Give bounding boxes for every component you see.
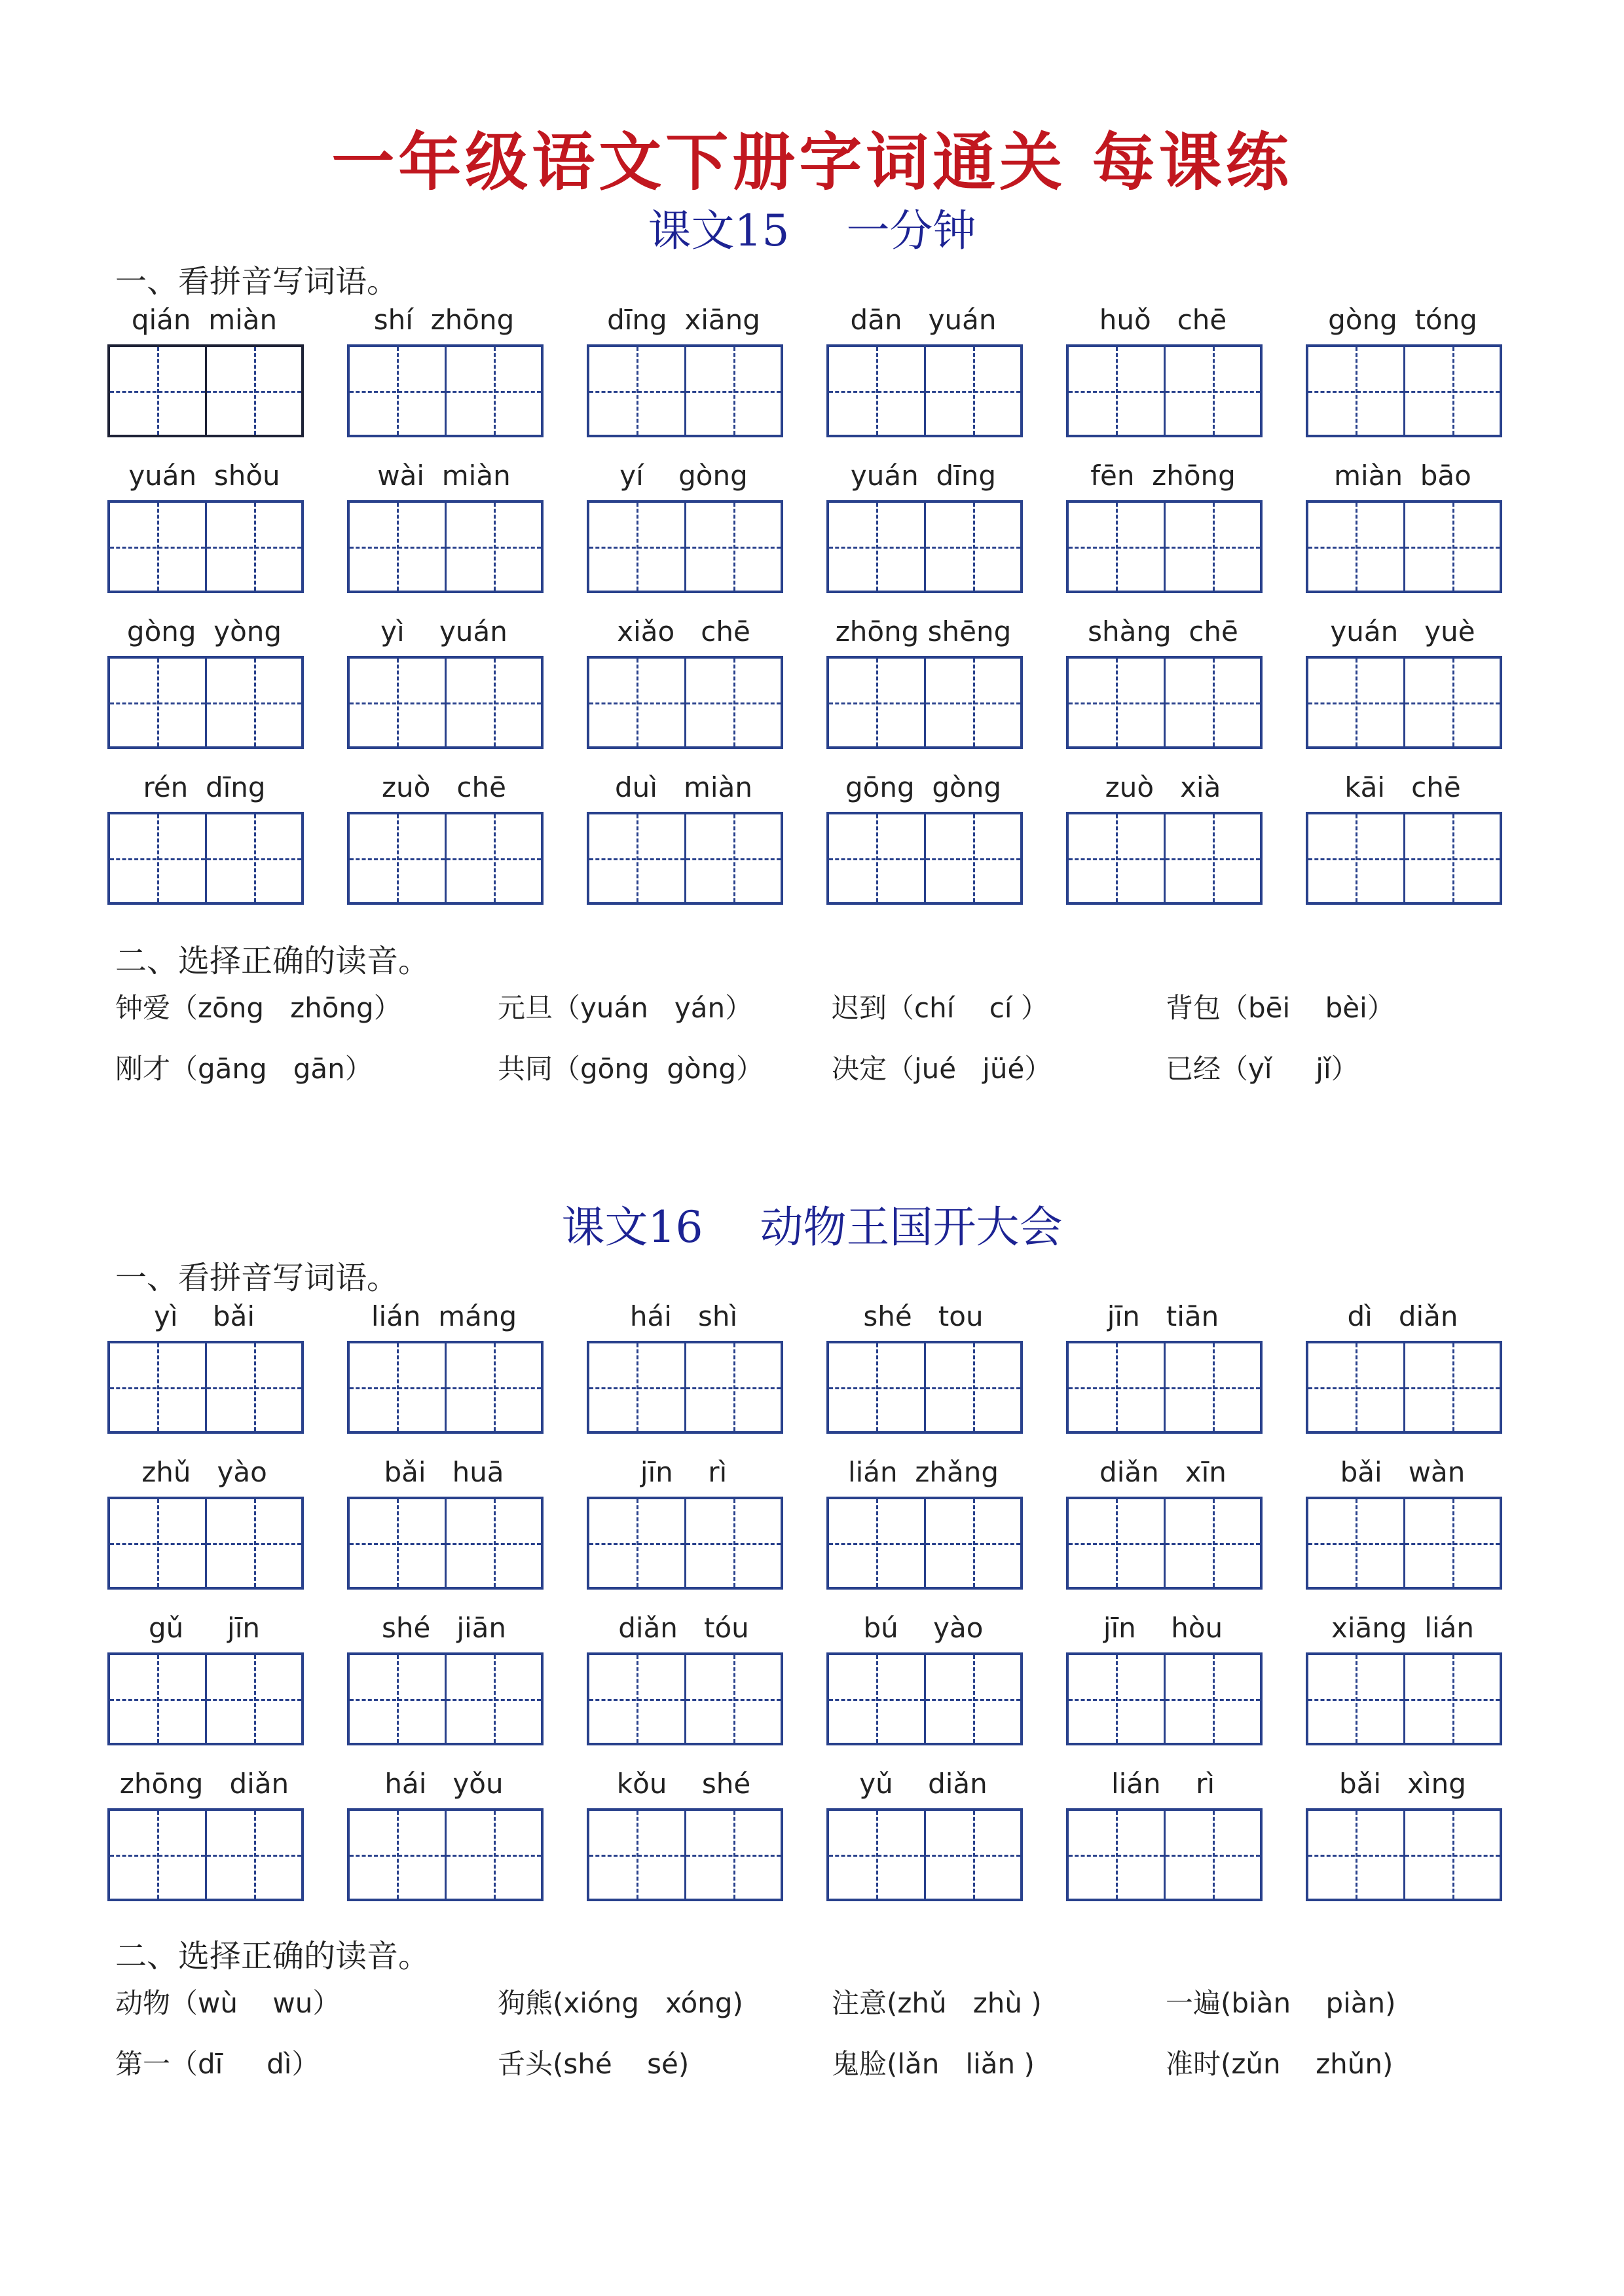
word-item — [587, 611, 781, 742]
character-box[interactable] — [1308, 1343, 1403, 1431]
character-box[interactable] — [1403, 347, 1500, 435]
word-item — [826, 300, 1020, 431]
word-item — [826, 767, 1020, 898]
character-box[interactable] — [1308, 347, 1403, 435]
character-box[interactable] — [110, 659, 205, 746]
character-box[interactable] — [445, 1811, 542, 1899]
tianzige-writing-boxes — [1306, 500, 1502, 593]
word-item — [1306, 767, 1500, 898]
character-box[interactable] — [684, 503, 781, 591]
tianzige-writing-boxes — [347, 1808, 544, 1901]
tianzige-writing-boxes — [347, 344, 544, 437]
tianzige-writing-boxes — [587, 344, 783, 437]
character-box[interactable] — [1308, 659, 1403, 746]
character-box[interactable] — [924, 659, 1021, 746]
section-heading-choose-pronunciation: 二、选择正确的读音。 — [115, 1938, 430, 1975]
character-box[interactable] — [924, 347, 1021, 435]
pronunciation-choice: 迟到（chí cí ） — [832, 992, 1048, 1024]
character-box[interactable] — [205, 1811, 302, 1899]
pronunciation-choice: 已经（yǐ jǐ） — [1166, 1053, 1359, 1085]
character-box[interactable] — [589, 503, 684, 591]
tianzige-writing-boxes — [587, 500, 783, 593]
character-box[interactable] — [1164, 503, 1261, 591]
character-box[interactable] — [684, 814, 781, 902]
word-item — [826, 1764, 1020, 1895]
word-item — [347, 767, 541, 898]
character-box[interactable] — [829, 1655, 924, 1743]
character-box[interactable] — [1069, 659, 1164, 746]
pinyin-label: jīn tiān — [1107, 1300, 1219, 1332]
pinyin-label: bǎi wàn — [1340, 1456, 1466, 1488]
tianzige-writing-boxes — [587, 1652, 783, 1745]
word-item — [587, 456, 781, 587]
character-box[interactable] — [445, 503, 542, 591]
pronunciation-choice: 决定（jué jüé） — [832, 1053, 1052, 1085]
character-box[interactable] — [205, 1343, 302, 1431]
pinyin-label: shí zhōng — [373, 304, 515, 336]
character-box[interactable] — [350, 814, 445, 902]
tianzige-writing-boxes — [826, 656, 1023, 749]
character-box[interactable] — [1403, 659, 1500, 746]
tianzige-writing-boxes — [107, 344, 304, 437]
pinyin-label: jīn hòu — [1103, 1612, 1223, 1644]
character-box[interactable] — [1164, 1343, 1261, 1431]
word-item — [587, 1296, 781, 1427]
word-item — [107, 1452, 301, 1583]
pronunciation-choice: 鬼脸(lǎn liǎn ) — [832, 2048, 1035, 2080]
word-item — [1066, 1452, 1260, 1583]
character-box[interactable] — [110, 1499, 205, 1587]
word-item — [347, 456, 541, 587]
pinyin-label: zuò xià — [1105, 771, 1221, 803]
tianzige-writing-boxes — [347, 1652, 544, 1745]
character-box[interactable] — [589, 659, 684, 746]
word-item — [826, 456, 1020, 587]
tianzige-writing-boxes — [1066, 500, 1263, 593]
pinyin-label: huǒ chē — [1099, 304, 1227, 336]
character-box[interactable] — [924, 503, 1021, 591]
pronunciation-choice: 一遍(biàn piàn) — [1166, 1987, 1396, 2019]
tianzige-writing-boxes — [1066, 1497, 1263, 1590]
character-box[interactable] — [205, 814, 302, 902]
pinyin-label: zuò chē — [382, 771, 506, 803]
pinyin-label: hái shì — [629, 1300, 738, 1332]
character-box[interactable] — [350, 1655, 445, 1743]
tianzige-writing-boxes — [826, 500, 1023, 593]
tianzige-writing-boxes — [1066, 344, 1263, 437]
character-box[interactable] — [924, 1655, 1021, 1743]
pinyin-label: gòng yòng — [126, 615, 282, 647]
character-box[interactable] — [589, 1499, 684, 1587]
pronunciation-choice: 刚才（gāng gān） — [115, 1053, 373, 1085]
character-box[interactable] — [110, 814, 205, 902]
pronunciation-choice: 背包（bēi bèi） — [1166, 992, 1395, 1024]
character-box[interactable] — [1069, 1343, 1164, 1431]
character-box[interactable] — [829, 503, 924, 591]
word-item — [1066, 1608, 1260, 1739]
pinyin-label: rén dīng — [143, 771, 266, 803]
tianzige-writing-boxes — [107, 656, 304, 749]
pronunciation-choice-row — [115, 1046, 1556, 1092]
tianzige-writing-boxes — [1066, 1652, 1263, 1745]
character-box[interactable] — [1069, 814, 1164, 902]
character-box[interactable] — [445, 1499, 542, 1587]
character-box[interactable] — [1164, 1655, 1261, 1743]
character-box[interactable] — [589, 1343, 684, 1431]
pinyin-label: xiǎo chē — [617, 615, 750, 647]
word-item — [826, 1296, 1020, 1427]
section-heading-write-words: 一、看拼音写词语。 — [115, 1260, 399, 1296]
character-box[interactable] — [1403, 503, 1500, 591]
word-item — [347, 1608, 541, 1739]
pinyin-label: lián zhǎng — [847, 1456, 999, 1488]
word-item — [1306, 1608, 1500, 1739]
tianzige-writing-boxes — [587, 812, 783, 905]
word-item — [1066, 1764, 1260, 1895]
word-item — [347, 1452, 541, 1583]
character-box[interactable] — [1308, 814, 1403, 902]
tianzige-writing-boxes — [107, 500, 304, 593]
character-box[interactable] — [1069, 503, 1164, 591]
word-item — [826, 611, 1020, 742]
tianzige-writing-boxes — [1306, 812, 1502, 905]
character-box[interactable] — [1308, 1811, 1403, 1899]
pinyin-label: fēn zhōng — [1090, 460, 1236, 492]
character-box[interactable] — [1069, 1655, 1164, 1743]
lesson-title: 课文15 一分钟 — [648, 206, 976, 256]
pinyin-label: gōng gòng — [845, 771, 1001, 803]
character-box[interactable] — [829, 1499, 924, 1587]
pronunciation-choice: 注意(zhǔ zhù ) — [832, 1987, 1042, 2019]
character-box[interactable] — [205, 1655, 302, 1743]
word-item — [107, 1764, 301, 1895]
character-box[interactable] — [110, 1811, 205, 1899]
character-box[interactable] — [1403, 1343, 1500, 1431]
character-box[interactable] — [589, 814, 684, 902]
tianzige-writing-boxes — [1066, 656, 1263, 749]
word-item — [1306, 1296, 1500, 1427]
word-item — [107, 1608, 301, 1739]
word-item — [347, 1296, 541, 1427]
pinyin-label: bú yào — [863, 1612, 984, 1644]
tianzige-writing-boxes — [587, 1341, 783, 1434]
tianzige-writing-boxes — [587, 1497, 783, 1590]
word-item — [587, 300, 781, 431]
pinyin-label: zhǔ yào — [141, 1456, 267, 1488]
character-box[interactable] — [829, 1343, 924, 1431]
pronunciation-choice: 钟爱（zōng zhōng） — [115, 992, 401, 1024]
word-item — [347, 611, 541, 742]
character-box[interactable] — [205, 503, 302, 591]
word-item — [1066, 300, 1260, 431]
character-box[interactable] — [205, 659, 302, 746]
tianzige-writing-boxes — [347, 1497, 544, 1590]
tianzige-writing-boxes — [347, 1341, 544, 1434]
pinyin-label: shé tou — [863, 1300, 984, 1332]
character-box[interactable] — [205, 1499, 302, 1587]
pinyin-label: yuán dīng — [850, 460, 997, 492]
character-box[interactable] — [110, 1655, 205, 1743]
pinyin-label: duì miàn — [615, 771, 752, 803]
character-box[interactable] — [350, 1343, 445, 1431]
tianzige-writing-boxes — [1306, 1341, 1502, 1434]
pinyin-label: yì yuán — [380, 615, 507, 647]
character-box[interactable] — [684, 1343, 781, 1431]
pinyin-label: lián rì — [1111, 1768, 1215, 1800]
tianzige-writing-boxes — [1066, 812, 1263, 905]
character-box[interactable] — [445, 1655, 542, 1743]
pinyin-label: yuán shǒu — [128, 460, 280, 492]
character-box[interactable] — [1403, 1811, 1500, 1899]
tianzige-writing-boxes — [587, 656, 783, 749]
tianzige-writing-boxes — [1306, 1808, 1502, 1901]
pronunciation-choice: 共同（gōng gòng） — [498, 1053, 764, 1085]
tianzige-writing-boxes — [107, 1341, 304, 1434]
word-item — [587, 1608, 781, 1739]
tianzige-writing-boxes — [826, 1808, 1023, 1901]
tianzige-writing-boxes — [587, 1808, 783, 1901]
tianzige-writing-boxes — [826, 812, 1023, 905]
character-box[interactable] — [350, 347, 445, 435]
character-box[interactable] — [829, 659, 924, 746]
word-item — [1306, 456, 1500, 587]
tianzige-writing-boxes — [107, 1808, 304, 1901]
word-item — [826, 1608, 1020, 1739]
tianzige-writing-boxes — [826, 1652, 1023, 1745]
character-box[interactable] — [110, 1343, 205, 1431]
pinyin-label: yuán yuè — [1330, 615, 1475, 647]
character-box[interactable] — [924, 1343, 1021, 1431]
lesson-title: 课文16 动物王国开大会 — [561, 1202, 1063, 1252]
character-box[interactable] — [924, 1811, 1021, 1899]
character-box[interactable] — [1164, 659, 1261, 746]
character-box[interactable] — [924, 814, 1021, 902]
pinyin-label: yǔ diǎn — [859, 1768, 987, 1800]
character-box[interactable] — [1403, 1499, 1500, 1587]
character-box[interactable] — [1069, 1499, 1164, 1587]
word-item — [587, 1452, 781, 1583]
word-item — [107, 611, 301, 742]
pinyin-label: miàn bāo — [1334, 460, 1471, 492]
character-box[interactable] — [350, 659, 445, 746]
character-box[interactable] — [589, 347, 684, 435]
pinyin-label: bǎi huā — [384, 1456, 504, 1488]
tianzige-writing-boxes — [347, 812, 544, 905]
character-box[interactable] — [1069, 1811, 1164, 1899]
word-item — [1066, 611, 1260, 742]
word-item — [1306, 611, 1500, 742]
character-box[interactable] — [829, 347, 924, 435]
tianzige-writing-boxes — [107, 812, 304, 905]
character-box[interactable] — [1164, 1499, 1261, 1587]
tianzige-writing-boxes — [347, 656, 544, 749]
pinyin-label: gǔ jīn — [149, 1612, 260, 1644]
character-box[interactable] — [110, 503, 205, 591]
character-box[interactable] — [1164, 1811, 1261, 1899]
word-item — [347, 1764, 541, 1895]
tianzige-writing-boxes — [107, 1652, 304, 1745]
character-box[interactable] — [589, 1811, 684, 1899]
section-heading-choose-pronunciation: 二、选择正确的读音。 — [115, 943, 430, 979]
tianzige-writing-boxes — [1066, 1808, 1263, 1901]
word-item — [1066, 456, 1260, 587]
word-item — [1306, 1764, 1500, 1895]
character-box[interactable] — [350, 503, 445, 591]
pinyin-label: hái yǒu — [384, 1768, 504, 1800]
pinyin-label: bǎi xìng — [1339, 1768, 1466, 1800]
pronunciation-choice: 狗熊(xióng xóng) — [498, 1987, 743, 2019]
pronunciation-choice: 第一（dī dì） — [115, 2048, 320, 2080]
character-box[interactable] — [1308, 503, 1403, 591]
pinyin-label: wài miàn — [377, 460, 511, 492]
pinyin-label: kǒu shé — [616, 1768, 751, 1800]
word-item — [587, 1764, 781, 1895]
character-box[interactable] — [1403, 1655, 1500, 1743]
pronunciation-choice: 元旦（yuán yán） — [498, 992, 753, 1024]
character-box[interactable] — [684, 347, 781, 435]
tianzige-writing-boxes — [1306, 1652, 1502, 1745]
character-box[interactable] — [829, 1811, 924, 1899]
pinyin-label: shàng chē — [1088, 615, 1238, 647]
word-item — [1306, 1452, 1500, 1583]
section-heading-write-words: 一、看拼音写词语。 — [115, 263, 399, 300]
character-box[interactable] — [1069, 347, 1164, 435]
character-box[interactable] — [684, 1811, 781, 1899]
character-box[interactable] — [445, 1343, 542, 1431]
pinyin-label: dīng xiāng — [607, 304, 760, 336]
pronunciation-choice: 准时(zǔn zhǔn) — [1166, 2048, 1393, 2080]
character-box[interactable] — [445, 814, 542, 902]
pinyin-label: dì diǎn — [1347, 1300, 1458, 1332]
character-box[interactable] — [684, 1655, 781, 1743]
tianzige-writing-boxes — [1306, 1497, 1502, 1590]
word-item — [1066, 1296, 1260, 1427]
pronunciation-choice: 舌头(shé sé) — [498, 2048, 690, 2080]
pinyin-label: shé jiān — [381, 1612, 507, 1644]
character-box[interactable] — [205, 347, 302, 435]
character-box[interactable] — [589, 1655, 684, 1743]
character-box[interactable] — [1308, 1655, 1403, 1743]
tianzige-writing-boxes — [826, 1497, 1023, 1590]
pinyin-label: lián máng — [371, 1300, 517, 1332]
tianzige-writing-boxes — [1066, 1341, 1263, 1434]
word-item — [1066, 767, 1260, 898]
character-box[interactable] — [684, 659, 781, 746]
pinyin-label: diǎn xīn — [1099, 1456, 1227, 1488]
character-box[interactable] — [829, 814, 924, 902]
word-item — [107, 1296, 301, 1427]
character-box[interactable] — [1308, 1499, 1403, 1587]
tianzige-writing-boxes — [1306, 656, 1502, 749]
worksheet-title: 一年级语文下册字词通关 每课练 — [331, 125, 1293, 199]
pinyin-label: jīn rì — [640, 1456, 728, 1488]
word-item — [1306, 300, 1500, 431]
pinyin-label: yí gòng — [619, 460, 748, 492]
pinyin-label: gòng tóng — [1328, 304, 1477, 336]
tianzige-writing-boxes — [826, 344, 1023, 437]
tianzige-writing-boxes — [826, 1341, 1023, 1434]
character-box[interactable] — [445, 659, 542, 746]
pinyin-label: yì bǎi — [154, 1300, 255, 1332]
word-item — [107, 456, 301, 587]
pronunciation-choice-row — [115, 1980, 1556, 2026]
pinyin-label: qián miàn — [131, 304, 278, 336]
pronunciation-choice-row — [115, 985, 1556, 1031]
pinyin-label: kāi chē — [1344, 771, 1461, 803]
word-item — [107, 767, 301, 898]
word-item — [826, 1452, 1020, 1583]
character-box[interactable] — [1164, 347, 1261, 435]
pinyin-label: diǎn tóu — [618, 1612, 749, 1644]
character-box[interactable] — [924, 1499, 1021, 1587]
character-box[interactable] — [110, 347, 205, 435]
character-box[interactable] — [1403, 814, 1500, 902]
tianzige-writing-boxes — [107, 1497, 304, 1590]
pinyin-label: zhōng diǎn — [119, 1768, 289, 1800]
character-box[interactable] — [350, 1499, 445, 1587]
character-box[interactable] — [445, 347, 542, 435]
character-box[interactable] — [350, 1811, 445, 1899]
pinyin-label: xiāng lián — [1331, 1612, 1474, 1644]
tianzige-writing-boxes — [1306, 344, 1502, 437]
word-item — [587, 767, 781, 898]
pronunciation-choice: 动物（wù wu） — [115, 1987, 341, 2019]
word-item — [107, 300, 301, 431]
word-item — [347, 300, 541, 431]
pinyin-label: dān yuán — [850, 304, 997, 336]
character-box[interactable] — [1164, 814, 1261, 902]
tianzige-writing-boxes — [347, 500, 544, 593]
pinyin-label: zhōng shēng — [835, 615, 1012, 647]
pronunciation-choice-row — [115, 2041, 1556, 2087]
character-box[interactable] — [684, 1499, 781, 1587]
